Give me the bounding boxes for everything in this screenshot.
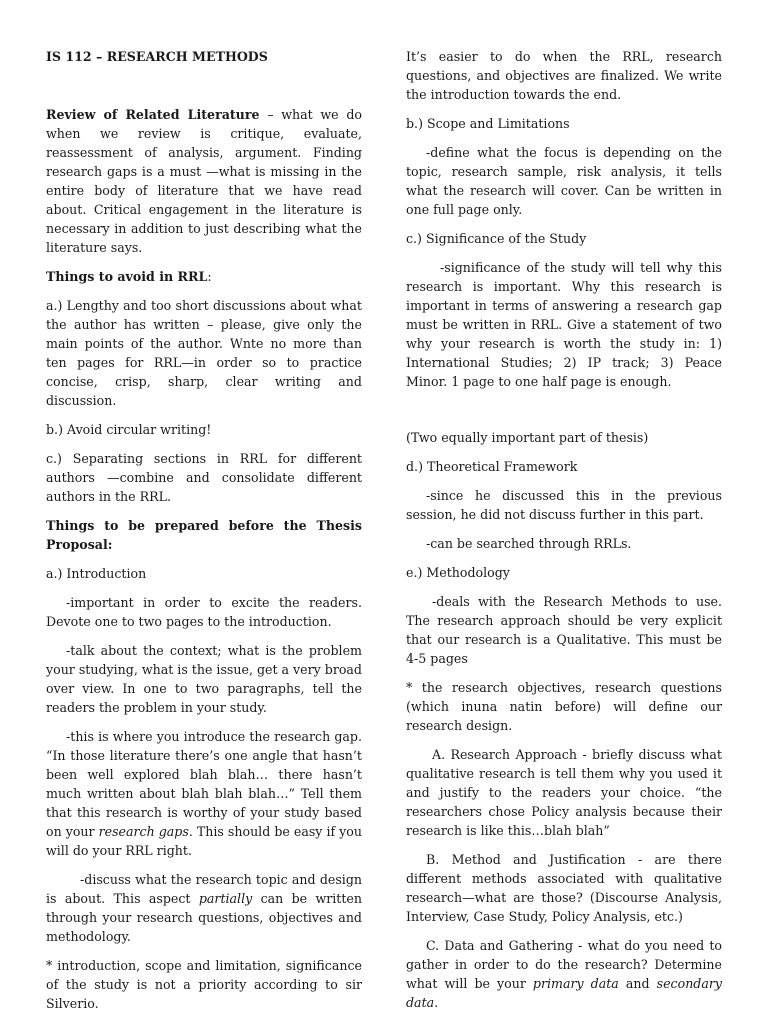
methodology-label: e.) Methodology [406,565,510,580]
theory-label: d.) Theoretical Framework [406,459,578,474]
avoid-heading-line [46,267,362,286]
left-column [46,0,362,1023]
secondary-data-emphasis: secondary data [406,976,723,1010]
intro-continued: It’s easier to do when the RRL, research questions, and objectives are finalized. We write the introduction towards the end. [406,49,722,102]
significance-label: c.) Significance of the Study [406,231,587,246]
intro-paragraph-2: -talk about the context; what is the problem your studying, what is the issue, get a very broad over view. In one to two paragraphs, tell the readers the problem in your study. [46,643,362,715]
intro-paragraph-3 [46,727,362,860]
methodology-note: * the research objectives, research questions (which inuna natin before) will define our research design. [406,680,722,733]
significance-text: -significance of the study will tell why this research is important. Why this research is important in terms of answering a research gap must be written in RRL. Give a statement of two why your research is worth the study in: 1) International Studies; 2) IP track; 3) Peace Minor. 1 page to one half page is enough. [406,260,722,389]
data-gathering-text-a: C. Data and Gathering - what do you need to gather in order to do the research? Determine what will be your [406,938,722,991]
intro-p4-text-b: can be written through your research questions, objectives and methodology. [46,891,362,944]
intro-p3-emphasis: research gaps [98,824,189,839]
rrl-paragraph [46,105,362,257]
methodology-paragraph: -deals with the Research Methods to use. The research approach should be very explicit that our research is a Qualitative. This must be 4-5 pages [406,594,722,666]
intro-p3-text-b: . This should be easy if you will do your RRL right. [46,824,362,858]
rrl-text: – what we do when we review is critique, evaluate, reassessment of analysis, argument. Finding research gaps is a must —what is missing in the entire body of literature that we have read about. Critical engagement in the literature is necessary in addition to just describing what the literature says. [46,107,362,255]
document-title: IS 112 – RESEARCH METHODS [46,49,268,64]
intro-paragraph-4 [46,870,362,946]
data-gathering-end: . [434,995,439,1010]
intro-p4-emphasis: partially [198,891,253,906]
data-gathering-and: and [618,976,657,991]
intro-note: * introduction, scope and limitation, significance of the study is not a priority according to sir Silverio. [46,958,362,1011]
intro-p4-text-a: -discuss what the research topic and design is about. This aspect [46,872,362,906]
right-column [406,0,722,1022]
avoid-colon: : [207,269,212,284]
scope-text: -define what the focus is depending on the topic, research sample, risk analysis, it tells what the research will cover. Can be written in one full page only. [406,145,722,217]
avoid-item-c: c.) Separating sections in RRL for different authors —combine and consolidate different authors in the RRL. [46,451,362,504]
intro-label: a.) Introduction [46,566,147,581]
primary-data-emphasis: primary data [532,976,619,991]
prepare-heading: Things to be prepared before the Thesis Proposal: [46,518,362,552]
theory-paragraph-2: -can be searched through RRLs. [426,536,632,551]
scope-label: b.) Scope and Limitations [406,116,570,131]
intro-paragraph-1: -important in order to excite the readers. Devote one to two pages to the introduction. [46,595,362,629]
avoid-item-b: b.) Avoid circular writing! [46,422,212,437]
intro-p3-text-a: -this is where you introduce the research gap. “In those literature there’s one angle that hasn’t been well explored blah blah… there hasn’t much written about blah blah blah…” Tell them that this research is worthy of your study based on your [46,729,362,839]
theory-paragraph-1: -since he discussed this in the previous session, he did not discuss further in this part. [406,488,722,522]
rrl-heading: Review of Related Literature [46,107,260,122]
research-approach: A. Research Approach - briefly discuss what qualitative research is tell them why you used it and justify to the readers your choice. “the researchers chose Policy analysis because their research is like this…blah blah” [406,747,722,838]
data-gathering [406,936,722,1012]
avoid-item-a: a.) Lengthy and too short discussions about what the author has written – please, give only the main points of the author. Wnte no more than ten pages for RRL—in order so to practice concise, crisp, sharp, clear writing and discussion. [46,298,362,408]
avoid-heading: Things to avoid in RRL [46,269,208,284]
method-justification: B. Method and Justification - are there different methods associated with qualitative research—what are those? (Discourse Analysis, Interview, Case Study, Policy Analysis, etc.) [406,852,722,924]
two-parts-note: (Two equally important part of thesis) [406,430,649,445]
